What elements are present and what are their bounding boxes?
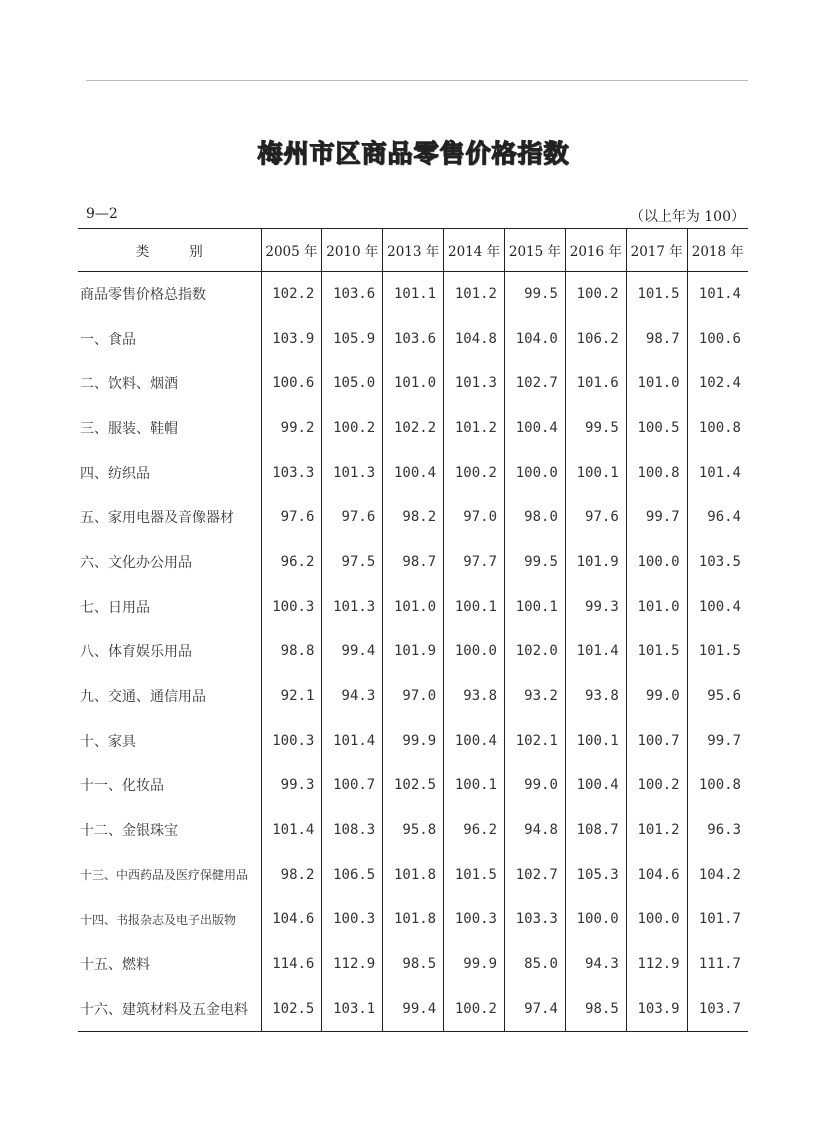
- index-value: 101.9: [383, 629, 444, 674]
- row-label: 三、服装、鞋帽: [80, 420, 178, 437]
- table-row: [78, 674, 748, 719]
- index-value: 94.8: [505, 808, 566, 853]
- table-row: [78, 808, 748, 853]
- row-label: 十四、书报杂志及电子出版物: [80, 912, 237, 927]
- price-index-table: [78, 228, 748, 1032]
- row-label: 二、饮料、烟酒: [80, 376, 178, 393]
- table-row: [78, 987, 748, 1032]
- index-value: 100.3: [322, 897, 383, 942]
- index-value: 101.4: [687, 450, 748, 495]
- index-value: 98.2: [261, 852, 322, 897]
- index-value: 105.0: [322, 361, 383, 406]
- header-year: 2010 年: [322, 229, 383, 272]
- index-value: 100.8: [687, 763, 748, 808]
- index-value: 100.8: [626, 450, 687, 495]
- table-row: [78, 718, 748, 763]
- index-value: 100.1: [444, 584, 505, 629]
- header-year: 2013 年: [383, 229, 444, 272]
- index-value: 93.2: [505, 674, 566, 719]
- index-value: 99.9: [383, 718, 444, 763]
- index-value: 100.4: [383, 450, 444, 495]
- table-code: 9—2: [86, 206, 118, 222]
- index-value: 104.2: [687, 852, 748, 897]
- index-value: 93.8: [444, 674, 505, 719]
- index-value: 102.7: [505, 361, 566, 406]
- index-value: 101.7: [687, 897, 748, 942]
- index-value: 100.1: [505, 584, 566, 629]
- index-value: 100.0: [565, 897, 626, 942]
- index-value: 104.6: [626, 852, 687, 897]
- index-value: 97.0: [383, 674, 444, 719]
- index-value: 100.4: [444, 718, 505, 763]
- index-value: 100.5: [626, 406, 687, 451]
- index-value: 103.7: [687, 987, 748, 1032]
- index-value: 101.4: [261, 808, 322, 853]
- index-value: 101.5: [626, 629, 687, 674]
- index-value: 103.3: [505, 897, 566, 942]
- index-value: 105.3: [565, 852, 626, 897]
- index-value: 106.5: [322, 852, 383, 897]
- header-category: 类别: [78, 229, 261, 272]
- index-value: 100.8: [687, 406, 748, 451]
- index-value: 97.4: [505, 987, 566, 1032]
- index-value: 100.1: [565, 718, 626, 763]
- index-value: 101.0: [626, 361, 687, 406]
- index-value: 100.4: [505, 406, 566, 451]
- table-row: [78, 763, 748, 808]
- index-value: 99.9: [444, 942, 505, 987]
- index-value: 103.9: [261, 316, 322, 361]
- row-label: 十、家具: [80, 733, 136, 750]
- index-value: 101.2: [444, 406, 505, 451]
- index-value: 100.2: [626, 763, 687, 808]
- index-value: 100.2: [322, 406, 383, 451]
- header-rule: [86, 80, 748, 81]
- index-value: 102.4: [687, 361, 748, 406]
- table-row: [78, 540, 748, 585]
- index-value: 101.4: [322, 718, 383, 763]
- row-label: 十一、化妆品: [80, 778, 164, 795]
- index-value: 97.7: [444, 540, 505, 585]
- page-title: 梅州市区商品零售价格指数: [257, 139, 570, 168]
- index-value: 97.6: [261, 495, 322, 540]
- table-row: [78, 852, 748, 897]
- index-value: 103.6: [383, 316, 444, 361]
- index-value: 99.3: [261, 763, 322, 808]
- table-row: [78, 495, 748, 540]
- index-value: 102.7: [505, 852, 566, 897]
- index-value: 99.3: [565, 584, 626, 629]
- index-value: 100.2: [444, 450, 505, 495]
- index-value: 101.0: [383, 361, 444, 406]
- index-value: 101.4: [565, 629, 626, 674]
- index-value: 112.9: [322, 942, 383, 987]
- index-value: 104.8: [444, 316, 505, 361]
- row-label: 九、交通、通信用品: [80, 689, 206, 706]
- index-value: 100.0: [626, 540, 687, 585]
- index-value: 101.0: [626, 584, 687, 629]
- index-value: 101.8: [383, 852, 444, 897]
- index-value: 100.7: [322, 763, 383, 808]
- header-year: 2005 年: [261, 229, 322, 272]
- index-value: 98.7: [383, 540, 444, 585]
- index-value: 97.0: [444, 495, 505, 540]
- index-value: 99.5: [565, 406, 626, 451]
- index-value: 104.0: [505, 316, 566, 361]
- index-value: 96.2: [261, 540, 322, 585]
- index-value: 99.4: [322, 629, 383, 674]
- index-value: 101.3: [322, 584, 383, 629]
- table-row: [78, 272, 748, 317]
- table-row: [78, 897, 748, 942]
- index-value: 99.7: [626, 495, 687, 540]
- table-row: [78, 406, 748, 451]
- index-value: 100.4: [687, 584, 748, 629]
- index-value: 102.1: [505, 718, 566, 763]
- index-value: 100.3: [444, 897, 505, 942]
- index-value: 99.4: [383, 987, 444, 1032]
- index-value: 103.3: [261, 450, 322, 495]
- index-value: 103.5: [687, 540, 748, 585]
- index-value: 102.5: [261, 987, 322, 1032]
- index-value: 98.5: [383, 942, 444, 987]
- index-value: 101.3: [322, 450, 383, 495]
- index-value: 102.2: [383, 406, 444, 451]
- index-value: 102.5: [383, 763, 444, 808]
- row-label: 十六、建筑材料及五金电料: [78, 987, 261, 1032]
- index-value: 94.3: [322, 674, 383, 719]
- header-year: 2017 年: [626, 229, 687, 272]
- index-value: 102.0: [505, 629, 566, 674]
- index-value: 101.4: [687, 272, 748, 317]
- row-label: 七、日用品: [80, 599, 150, 616]
- index-value: 101.9: [565, 540, 626, 585]
- index-value: 98.8: [261, 629, 322, 674]
- index-value: 103.9: [626, 987, 687, 1032]
- index-value: 97.6: [322, 495, 383, 540]
- index-value: 100.3: [261, 718, 322, 763]
- table-row: [78, 316, 748, 361]
- index-value: 100.1: [565, 450, 626, 495]
- index-value: 85.0: [505, 942, 566, 987]
- index-value: 98.7: [626, 316, 687, 361]
- index-value: 101.8: [383, 897, 444, 942]
- index-value: 101.2: [626, 808, 687, 853]
- index-value: 92.1: [261, 674, 322, 719]
- index-value: 95.6: [687, 674, 748, 719]
- index-value: 100.6: [687, 316, 748, 361]
- unit-note: （以上年为 100）: [629, 209, 745, 225]
- index-value: 95.8: [383, 808, 444, 853]
- index-value: 111.7: [687, 942, 748, 987]
- index-value: 101.1: [383, 272, 444, 317]
- index-value: 96.2: [444, 808, 505, 853]
- index-value: 106.2: [565, 316, 626, 361]
- row-label: 十二、金银珠宝: [80, 823, 178, 840]
- index-value: 99.2: [261, 406, 322, 451]
- index-value: 100.3: [261, 584, 322, 629]
- table-row: [78, 450, 748, 495]
- index-value: 101.5: [626, 272, 687, 317]
- index-value: 101.0: [383, 584, 444, 629]
- index-value: 108.7: [565, 808, 626, 853]
- header-year: 2015 年: [505, 229, 566, 272]
- row-label: 十三、中西药品及医疗保健用品: [80, 868, 249, 883]
- index-value: 93.8: [565, 674, 626, 719]
- index-value: 112.9: [626, 942, 687, 987]
- index-value: 103.1: [322, 987, 383, 1032]
- row-label: 五、家用电器及音像器材: [80, 510, 234, 527]
- index-value: 100.7: [626, 718, 687, 763]
- index-value: 101.3: [444, 361, 505, 406]
- index-value: 96.4: [687, 495, 748, 540]
- index-value: 99.5: [505, 540, 566, 585]
- index-value: 105.9: [322, 316, 383, 361]
- index-value: 100.0: [505, 450, 566, 495]
- index-value: 97.5: [322, 540, 383, 585]
- index-value: 100.2: [565, 272, 626, 317]
- index-value: 100.1: [444, 763, 505, 808]
- index-value: 101.5: [687, 629, 748, 674]
- table-row: [78, 361, 748, 406]
- index-value: 99.0: [505, 763, 566, 808]
- index-value: 100.6: [261, 361, 322, 406]
- table-row: [78, 942, 748, 987]
- index-value: 102.2: [261, 272, 322, 317]
- index-value: 104.6: [261, 897, 322, 942]
- index-value: 98.2: [383, 495, 444, 540]
- header-year: 2016 年: [565, 229, 626, 272]
- row-label: 一、食品: [80, 331, 136, 348]
- index-value: 99.5: [505, 272, 566, 317]
- index-value: 114.6: [261, 942, 322, 987]
- index-value: 100.0: [626, 897, 687, 942]
- row-label: 六、文化办公用品: [80, 554, 192, 571]
- row-label: 商品零售价格总指数: [80, 287, 206, 304]
- index-value: 103.6: [322, 272, 383, 317]
- index-value: 96.3: [687, 808, 748, 853]
- table-header-row: [78, 229, 748, 272]
- row-label: 八、体育娱乐用品: [80, 644, 192, 661]
- index-value: 100.2: [444, 987, 505, 1032]
- index-value: 99.7: [687, 718, 748, 763]
- index-value: 99.0: [626, 674, 687, 719]
- index-value: 97.6: [565, 495, 626, 540]
- index-value: 101.6: [565, 361, 626, 406]
- index-value: 101.5: [444, 852, 505, 897]
- index-value: 100.0: [444, 629, 505, 674]
- row-label: 四、纺织品: [80, 465, 150, 482]
- table-row: [78, 629, 748, 674]
- index-value: 108.3: [322, 808, 383, 853]
- index-value: 98.0: [505, 495, 566, 540]
- index-value: 101.2: [444, 272, 505, 317]
- index-value: 94.3: [565, 942, 626, 987]
- table-row: [78, 584, 748, 629]
- index-value: 100.4: [565, 763, 626, 808]
- row-label: 十五、燃料: [80, 957, 150, 974]
- index-value: 98.5: [565, 987, 626, 1032]
- header-year: 2018 年: [687, 229, 748, 272]
- header-year: 2014 年: [444, 229, 505, 272]
